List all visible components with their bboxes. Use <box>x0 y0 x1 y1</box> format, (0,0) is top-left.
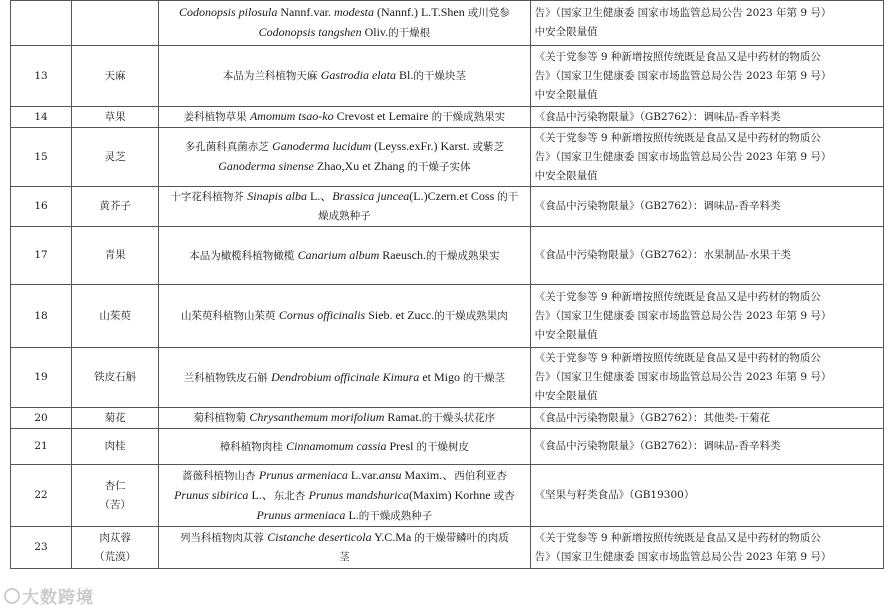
source-text: 茎 <box>339 551 350 563</box>
standard-line: 《关于党参等 9 种新增按照传统既是食品又是中药材的物质公 <box>534 352 821 364</box>
source-description <box>159 227 530 285</box>
standard-line: 《关于党参等 9 种新增按照传统既是食品又是中药材的物质公 <box>534 290 821 303</box>
substance-name-line: 肉桂 <box>104 440 126 452</box>
row-number <box>11 1 72 46</box>
substance-name-line: 黄芥子 <box>99 200 131 212</box>
source-text: 的干燥根 <box>388 27 431 39</box>
table-row <box>11 187 884 227</box>
source-line <box>163 466 525 486</box>
substance-name-line: 草果 <box>104 110 126 123</box>
limit-standard <box>530 429 883 465</box>
source-description <box>159 187 530 227</box>
source-text: L.、 <box>306 189 333 203</box>
standard-line: 《关于党参等 9 种新增按照传统既是食品又是中药材的物质公 <box>534 131 821 144</box>
standard-line: 告》（国家卫生健康委 国家市场监管总局公告 2023 年第 9 号） <box>534 7 832 19</box>
source-line <box>163 368 525 388</box>
limit-standard <box>530 348 883 408</box>
source-description <box>159 1 530 46</box>
source-line <box>163 66 525 86</box>
source-text: 菊科植物菊 <box>193 412 250 424</box>
substance-name <box>72 429 159 465</box>
limit-standard <box>530 187 883 227</box>
row-number: 22 <box>11 465 72 527</box>
source-line <box>163 506 525 526</box>
source-line <box>163 246 525 266</box>
source-description <box>159 527 530 569</box>
source-text: 的干燥带鳞叶的肉质 <box>414 532 509 544</box>
row-number: 14 <box>11 107 72 128</box>
standard-line: 中安全限量值 <box>534 26 598 38</box>
standard-line: 《食品中污染物限量》（GB2762）：其他类-干菊花 <box>534 411 770 424</box>
row-number: 23 <box>11 527 72 569</box>
source-description <box>159 285 530 348</box>
source-text: 的干燥子实体 <box>407 161 471 173</box>
scientific-name: Amomum tsao-ko <box>249 109 334 123</box>
substance-name-line: 灵芝 <box>104 150 126 163</box>
scientific-name: Sinapis alba <box>247 189 307 203</box>
standard-line: 告》（国家卫生健康委 国家市场监管总局公告 2023 年第 9 号） <box>534 309 832 322</box>
source-description <box>159 107 530 128</box>
row-number: 19 <box>11 348 72 408</box>
limit-standard <box>530 227 883 285</box>
source-line <box>163 486 525 506</box>
standard-line: 中安全限量值 <box>534 328 598 341</box>
scientific-name: Codonopsis pilosula <box>178 5 278 19</box>
source-description <box>159 348 530 408</box>
table-row <box>11 1 884 46</box>
substance-name <box>72 227 159 285</box>
table-row <box>11 128 884 187</box>
source-text: 的干燥头状花序 <box>421 412 496 424</box>
source-text: 燥成熟种子 <box>318 210 371 222</box>
scientific-name: Brassica juncea <box>332 189 410 203</box>
table-row <box>11 227 884 285</box>
source-text: 蔷薇科植物山杏 <box>182 469 259 482</box>
limit-standard <box>530 527 883 569</box>
substance-name <box>72 527 159 569</box>
source-line <box>163 207 525 226</box>
source-line <box>163 157 525 177</box>
substance-name-line: （荒漠） <box>94 550 137 563</box>
table-body <box>11 1 884 569</box>
source-text: 本品为橄榄科植物橄榄 <box>189 249 298 262</box>
source-text: 或杏 <box>493 489 515 502</box>
source-description <box>159 429 530 465</box>
standard-line: 《食品中污染物限量》（GB2762）：水果制品-水果干类 <box>534 249 791 261</box>
source-text: Bl. <box>395 68 414 82</box>
source-text: 的干燥成熟果实 <box>431 111 506 123</box>
table-row <box>11 429 884 465</box>
source-text: (Maxim) Korhne <box>408 487 494 502</box>
substance-name <box>72 46 159 107</box>
substance-name <box>72 187 159 227</box>
scientific-name: Gastrodia elata <box>320 68 396 82</box>
source-text: (Nannf.) L.T.Shen <box>374 5 468 19</box>
source-text: 或川党参 <box>467 7 510 19</box>
source-text: annf. <box>289 5 314 19</box>
source-description <box>159 465 530 527</box>
table-row <box>11 527 884 569</box>
scientific-name: Chrysanthemum morifolium <box>249 410 385 424</box>
source-text: 姜科植物草果 <box>183 111 250 123</box>
row-number: 20 <box>11 408 72 429</box>
substance-name-line: 山茱萸 <box>99 309 131 322</box>
source-text: Ramat. <box>384 410 422 424</box>
row-number: 16 <box>11 187 72 227</box>
substance-name <box>72 285 159 348</box>
source-line <box>163 187 525 207</box>
table-row <box>11 408 884 429</box>
source-text: N <box>277 5 289 19</box>
standard-line: 告》（国家卫生健康委 国家市场监管总局公告 2023 年第 9 号） <box>534 150 832 163</box>
source-line <box>163 137 525 157</box>
scientific-name: Ganoderma lucidum <box>272 139 372 153</box>
watermark-logo-icon <box>4 588 20 604</box>
row-number: 18 <box>11 285 72 348</box>
source-description <box>159 408 530 429</box>
limit-standard <box>530 408 883 429</box>
substance-name-line: （苦） <box>99 498 131 511</box>
scientific-name: Ganoderma sinense <box>218 159 314 173</box>
substance-name-line: 铁皮石斛 <box>94 371 137 383</box>
substance-name-line: 杏仁 <box>104 479 126 492</box>
source-text: 樟科植物肉桂 <box>219 440 287 453</box>
standard-line: 告》（国家卫生健康委 国家市场监管总局公告 2023 年第 9 号） <box>534 69 832 82</box>
standard-line: 《坚果与籽类食品》（GB19300） <box>534 489 695 501</box>
limit-standard <box>530 46 883 107</box>
scientific-name: Codonopsis tangshen <box>258 25 362 39</box>
source-text: 本品为兰科植物天麻 <box>222 70 321 82</box>
scientific-name: Dendrobium officinale Kimura <box>271 369 420 384</box>
source-line <box>163 23 525 43</box>
substance-name <box>72 128 159 187</box>
substance-name-line: 菊花 <box>104 411 126 424</box>
row-number: 13 <box>11 46 72 107</box>
substance-name <box>72 408 159 429</box>
source-text: Y.C.Ma <box>371 530 415 544</box>
source-text: 山茱萸科植物山茱萸 <box>181 310 279 322</box>
source-text: (Leyss.exFr.) Karst. <box>371 139 473 153</box>
source-line <box>163 548 525 567</box>
source-text: 列当科植物肉苁蓉 <box>179 532 268 544</box>
source-text: 的干燥成熟果实 <box>425 249 500 262</box>
source-text: 十字花科植物芥 <box>170 191 248 203</box>
source-line <box>163 107 525 127</box>
source-text: et Migo <box>419 369 463 384</box>
limit-standard <box>530 107 883 128</box>
scientific-name: Prunus mandshurica <box>308 487 409 502</box>
substance-name <box>72 348 159 408</box>
table-row <box>11 285 884 348</box>
source-text: Oliv. <box>361 25 389 39</box>
substance-name-line: 天麻 <box>104 69 126 82</box>
source-text: Maxim.、 <box>401 467 455 482</box>
document-page <box>10 0 884 569</box>
watermark-text: 大数跨境 <box>22 588 94 608</box>
standard-line: 告》（国家卫生健康委 国家市场监管总局公告 2023 年第 9 号） <box>534 550 832 563</box>
source-text: 或紫芝 <box>472 141 504 153</box>
scientific-name: Prunus armeniaca <box>258 467 348 482</box>
source-text: 的干燥块茎 <box>413 70 466 82</box>
source-text: 的干燥成熟种子 <box>358 509 433 522</box>
standard-line: 中安全限量值 <box>534 169 598 182</box>
source-text: 兰科植物铁皮石斛 <box>183 371 272 384</box>
source-text: L.var. <box>347 467 379 482</box>
source-line <box>163 3 525 23</box>
source-text: Sieb. et Zucc. <box>365 308 435 322</box>
source-text: 的干燥茎 <box>462 371 505 384</box>
substance-name-line: 青果 <box>104 249 126 261</box>
limit-standard <box>530 285 883 348</box>
source-line <box>163 528 525 548</box>
substance-name <box>72 1 159 46</box>
table-row <box>11 465 884 527</box>
standard-line: 《食品中污染物限量》（GB2762）：调味品-香辛料类 <box>534 200 781 212</box>
source-text: L.、 <box>248 487 274 502</box>
substance-name <box>72 465 159 527</box>
standard-line: 中安全限量值 <box>534 88 598 101</box>
substance-table <box>10 0 884 569</box>
source-text: Crevost et Lemaire <box>333 109 432 123</box>
scientific-name: Cornus officinalis <box>278 308 366 322</box>
standard-line: 中安全限量值 <box>534 390 598 402</box>
substance-name-line: 肉苁蓉 <box>99 531 131 544</box>
row-number: 21 <box>11 429 72 465</box>
source-line <box>163 408 525 428</box>
scientific-name: Cinnamomum cassia <box>286 438 387 453</box>
limit-standard <box>530 465 883 527</box>
source-text: Raeusch. <box>379 247 426 262</box>
source-description <box>159 128 530 187</box>
scientific-name: Cistanche deserticola <box>267 530 372 544</box>
source-line <box>163 437 525 457</box>
source-text: L. <box>345 507 359 522</box>
scientific-name: ansu <box>378 467 402 482</box>
scientific-name: modesta <box>334 5 374 19</box>
scientific-name: Prunus sibirica <box>174 487 249 502</box>
standard-line: 《食品中污染物限量》（GB2762）：调味品-香辛料类 <box>534 110 781 123</box>
source-text: 的干 <box>497 191 519 203</box>
source-text: 多孔菌科真菌赤芝 <box>184 141 273 153</box>
limit-standard <box>530 128 883 187</box>
source-description <box>159 46 530 107</box>
source-text: var. <box>313 5 334 19</box>
source-text: Zhao,Xu et Zhang <box>313 159 408 173</box>
scientific-name: Prunus armeniaca <box>256 507 346 522</box>
source-line <box>163 306 525 326</box>
source-text: (L.)Czern.et Coss <box>409 189 498 203</box>
standard-line: 《关于党参等 9 种新增按照传统既是食品又是中药材的物质公 <box>534 50 821 63</box>
table-row <box>11 348 884 408</box>
source-text: Presl <box>386 438 417 453</box>
table-row <box>11 107 884 128</box>
standard-line: 《关于党参等 9 种新增按照传统既是食品又是中药材的物质公 <box>534 531 821 544</box>
source-text: 东北杏 <box>273 489 309 502</box>
standard-line: 告》（国家卫生健康委 国家市场监管总局公告 2023 年第 9 号） <box>534 371 832 383</box>
row-number: 17 <box>11 227 72 285</box>
watermark <box>4 583 94 608</box>
source-text: 的干燥树皮 <box>416 440 469 453</box>
row-number: 15 <box>11 128 72 187</box>
source-text: 的干燥成熟果肉 <box>434 310 508 322</box>
table-row <box>11 46 884 107</box>
source-text: 西伯利亚杏 <box>454 469 507 482</box>
standard-line: 《食品中污染物限量》（GB2762）：调味品-香辛料类 <box>534 440 781 452</box>
scientific-name: Canarium album <box>297 247 380 262</box>
limit-standard <box>530 1 883 46</box>
substance-name <box>72 107 159 128</box>
